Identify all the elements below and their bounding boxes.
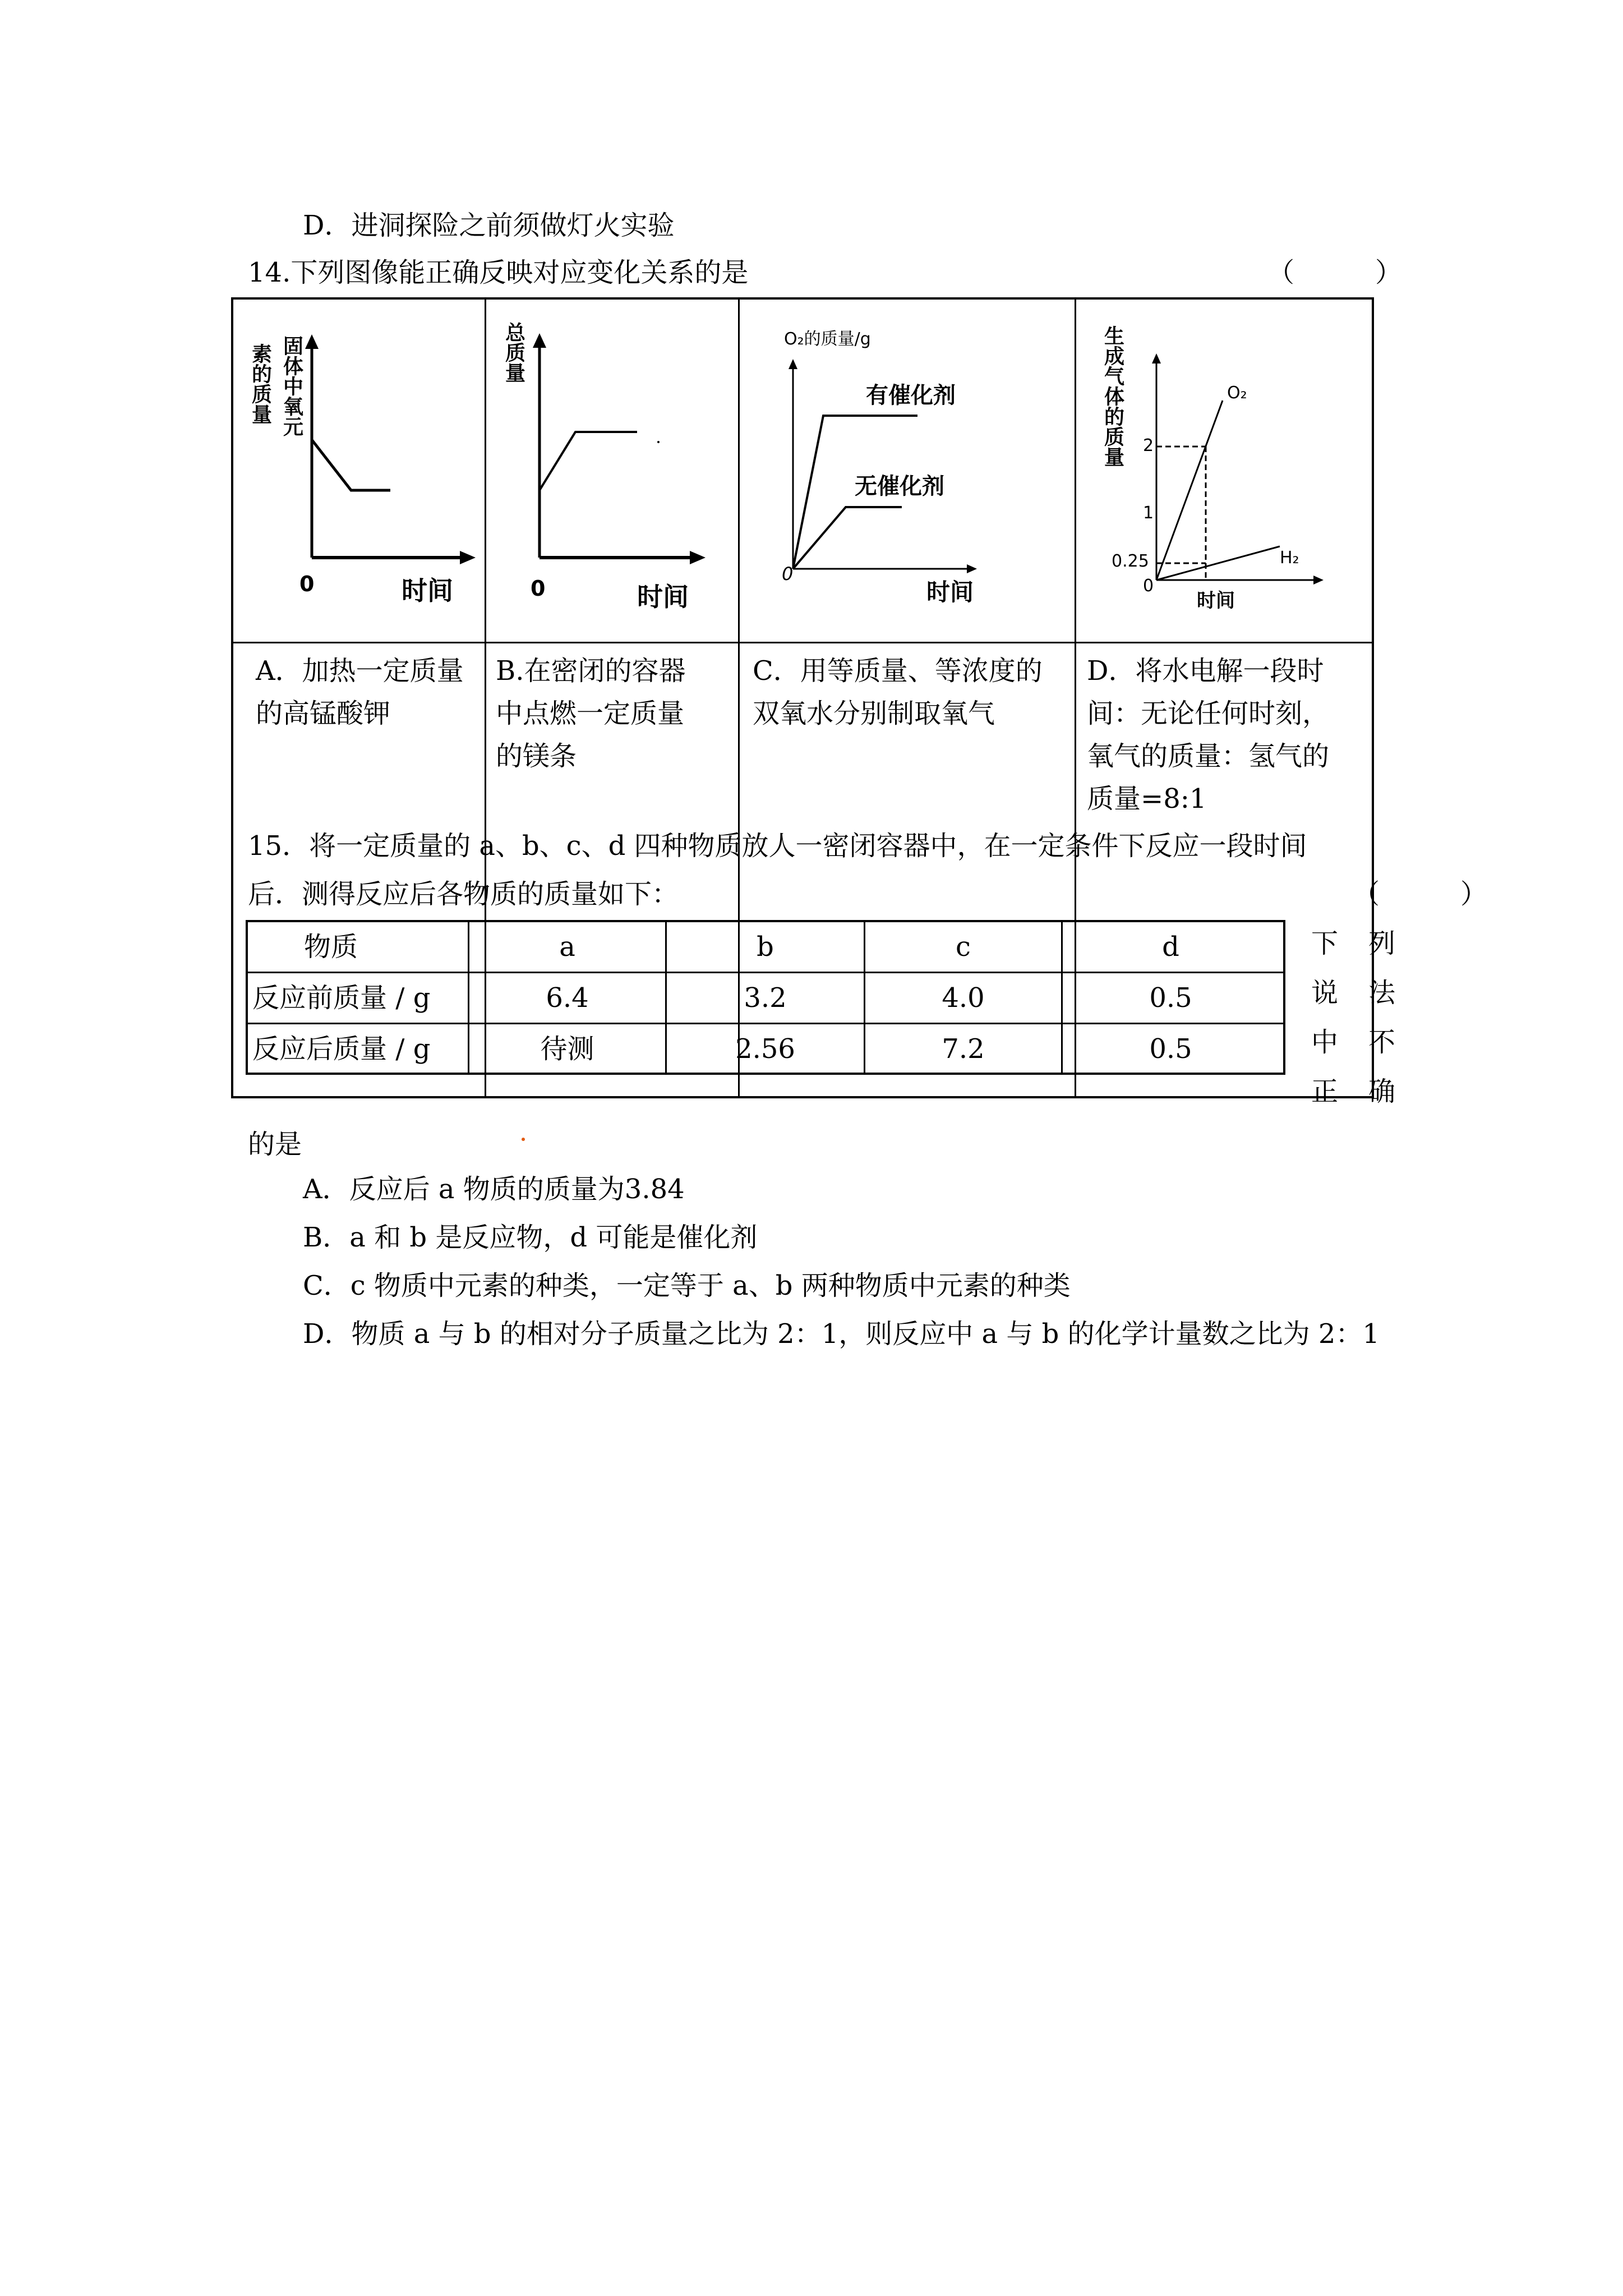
table-header-cell: a (559, 931, 575, 963)
graph-c-series-2: 无催化剂 (855, 473, 944, 499)
graph-d-series-h2: H₂ (1280, 548, 1299, 568)
q13-option-d: D．进洞探险之前须做灯火实验 (303, 210, 675, 241)
graph-d-caption-line: 氧气的质量：氢气的 (1087, 740, 1330, 772)
graph-d-xlabel: 时间 (1197, 590, 1235, 612)
graph-d-ytick-2: 2 (1143, 436, 1154, 455)
table-cell: 反应前质量 / g (252, 982, 431, 1014)
graph-d-ylabel: 生成气体的质量 (1101, 325, 1124, 467)
graph-d-series-o2: O₂ (1227, 383, 1247, 403)
graph-a-x-arrow (460, 551, 476, 564)
table-header-cell: d (1162, 931, 1179, 963)
table-cell: 6.4 (546, 982, 589, 1014)
graph-c-ylabel: O₂的质量/g (784, 329, 871, 349)
q15-side-text (1311, 927, 1395, 1124)
graph-d-line-o2 (1156, 401, 1223, 580)
graph-d-caption-line: 质量=8:1 (1087, 783, 1207, 815)
graph-b-caption (496, 650, 686, 777)
graph-c-x-arrow (967, 564, 977, 573)
graph-a-curve (312, 440, 390, 490)
graph-d (1076, 300, 1374, 642)
graph-a-caption-line: A．加热一定质量 (256, 655, 464, 687)
q15-stem-tail: 的是 (248, 1129, 302, 1160)
side-char: 法 (1368, 977, 1395, 1009)
q14-answer-paren: （ ） (1267, 257, 1403, 288)
table-cell: 反应后质量 / g (252, 1033, 431, 1065)
graph-d-origin: 0 (1143, 576, 1154, 596)
graph-b-speck (657, 441, 660, 443)
graph-b-ylabel: 总质量 (502, 322, 525, 383)
graph-c-xlabel: 时间 (926, 578, 974, 606)
graph-d-y-arrow (1152, 353, 1161, 364)
table-cell: 7.2 (942, 1033, 985, 1065)
graph-b-origin: 0 (531, 576, 546, 601)
graph-b-caption-line: B.在密闭的容器 (496, 655, 686, 687)
q15-option-c: C．c 物质中元素的种类，一定等于 a、b 两种物质中元素的种类 (303, 1270, 1071, 1301)
q15-stem-line1: 15．将一定质量的 a、b、c、d 四种物质放人一密闭容器中，在一定条件下反应一段时间 (248, 830, 1307, 862)
graph-b-caption-line: 的镁条 (496, 740, 577, 772)
table-header-cell: 物质 (304, 931, 358, 963)
graph-a-y-arrow (305, 334, 319, 349)
table-cell: 3.2 (744, 982, 787, 1014)
graph-b-xlabel: 时间 (637, 582, 689, 612)
table-header-cell: c (956, 931, 971, 963)
q15-data-table (246, 920, 1285, 1075)
q15-option-d: D．物质 a 与 b 的相对分子质量之比为 2：1，则反应中 a 与 b 的化学计量数之比为 2：1 (303, 1318, 1380, 1350)
graph-b-x-arrow (690, 551, 706, 564)
graph-d-x-arrow (1313, 576, 1324, 585)
table-cell: 2.56 (735, 1033, 795, 1065)
q14-stem-text: 14.下列图像能正确反映对应变化关系的是 (248, 257, 749, 288)
graph-c-y-arrow (789, 359, 797, 369)
graph-a-origin: 0 (299, 572, 315, 596)
graph-c (739, 300, 1075, 642)
side-char: 正 (1311, 1076, 1339, 1107)
graph-d-caption-line: 间：无论任何时刻， (1087, 698, 1330, 729)
table-cell: 0.5 (1149, 1033, 1192, 1065)
graph-a-caption (256, 650, 464, 735)
q15-stem-line2 (248, 877, 1488, 911)
graph-b-caption-line: 中点燃一定质量 (496, 698, 685, 729)
graph-d-ytick-025: 0.25 (1112, 551, 1149, 571)
q15-option-a: A．反应后 a 物质的质量为3.84 (303, 1174, 685, 1205)
q15-option-b: B．a 和 b 是反应物，d 可能是催化剂 (303, 1222, 758, 1253)
table-header-cell: b (757, 931, 774, 963)
graph-a-ylabel-col1: 素的质量 (248, 343, 272, 424)
graph-c-origin: 0 (782, 563, 794, 585)
graph-c-caption (753, 650, 1043, 735)
q15-stem-line2-text: 后．测得反应后各物质的质量如下： (248, 878, 679, 910)
table-header-row (248, 922, 1283, 972)
graph-b-curve (540, 432, 637, 490)
table-cell: 0.5 (1149, 982, 1192, 1014)
side-char: 不 (1368, 1027, 1395, 1058)
side-char: 中 (1311, 1027, 1339, 1058)
side-char: 说 (1311, 977, 1339, 1009)
table-cell: 待测 (540, 1033, 594, 1065)
graph-c-caption-line: 双氧水分别制取氧气 (753, 698, 995, 729)
graph-c-curve-no-catalyst (793, 507, 902, 569)
table-row (248, 973, 1283, 1023)
graph-c-series-1: 有催化剂 (866, 383, 956, 408)
graph-d-caption (1087, 650, 1329, 820)
graph-d-caption-line: D．将水电解一段时 (1087, 655, 1324, 687)
q14-stem (248, 256, 1403, 289)
stray-mark (522, 1138, 525, 1141)
q15-answer-paren: （ ） (1353, 878, 1488, 910)
graph-a (233, 300, 485, 642)
graph-a-ylabel-col2: 固体中氧元 (280, 335, 303, 436)
side-char: 列 (1368, 928, 1395, 959)
table-row (248, 1024, 1283, 1074)
graph-d-ytick-1: 1 (1143, 503, 1154, 523)
graph-c-caption-line: C．用等质量、等浓度的 (753, 655, 1043, 687)
graph-b (486, 300, 738, 642)
side-char: 下 (1311, 928, 1339, 959)
graph-b-y-arrow (533, 333, 546, 348)
table-cell: 4.0 (942, 982, 985, 1014)
graph-a-caption-line: 的高锰酸钾 (256, 698, 391, 729)
side-char: 确 (1368, 1076, 1395, 1107)
graph-a-xlabel: 时间 (402, 576, 453, 606)
